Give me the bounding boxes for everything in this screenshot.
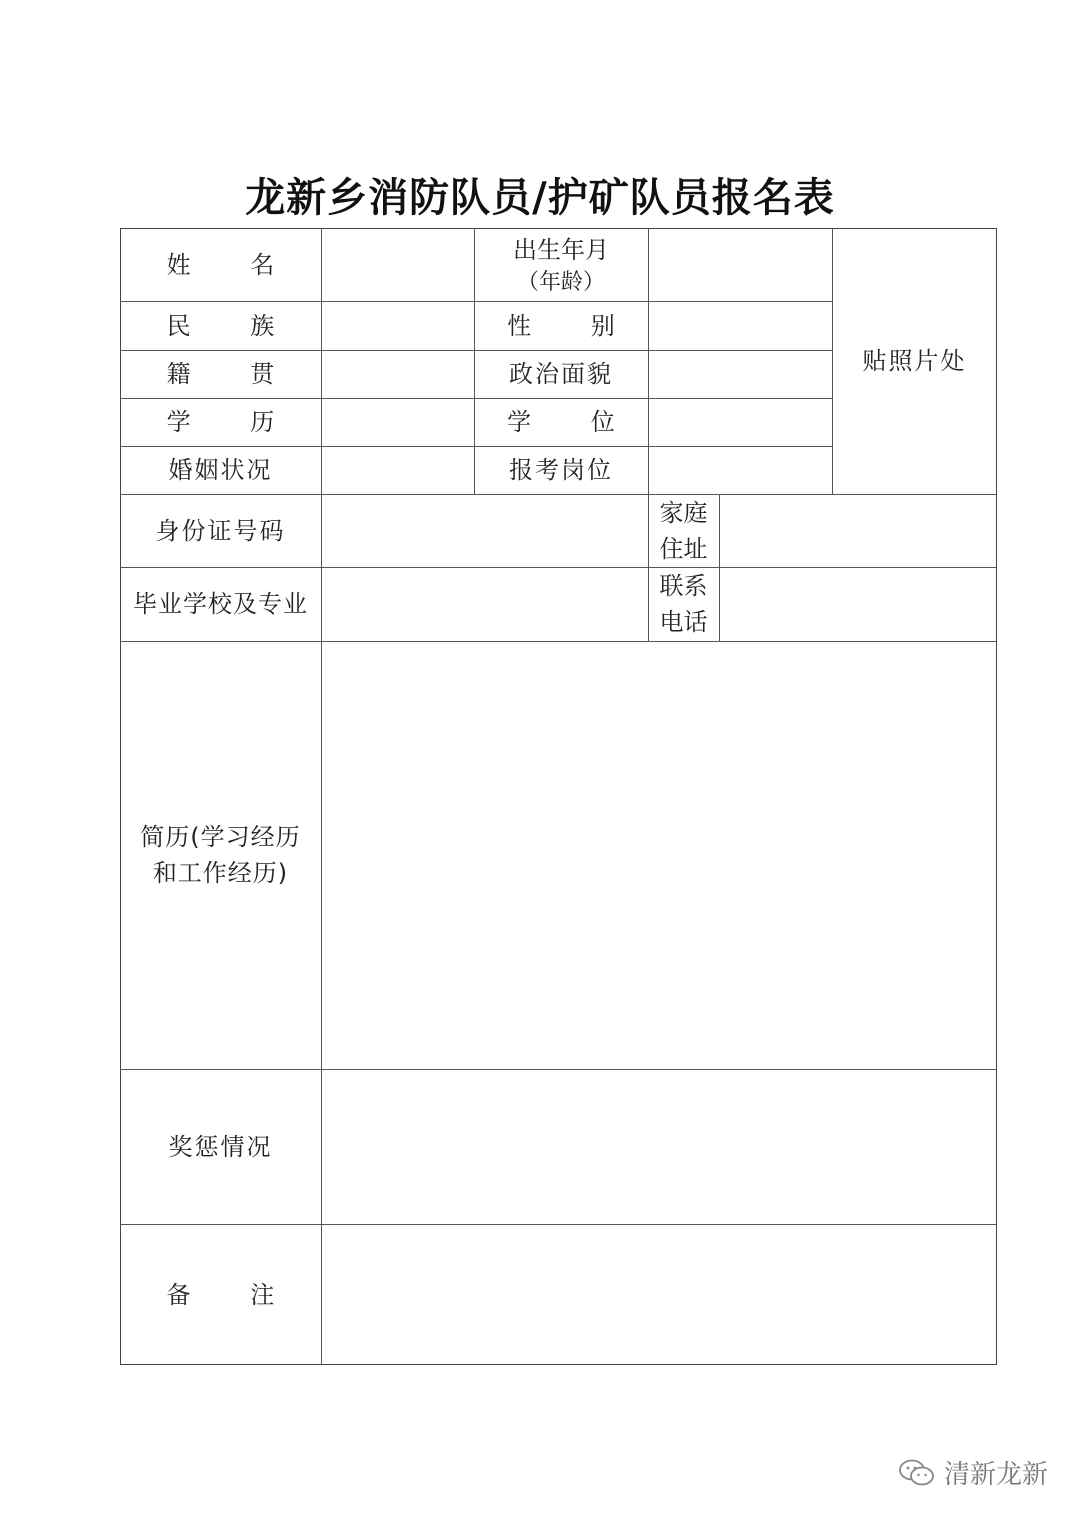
- name-field[interactable]: [321, 228, 474, 301]
- ethnicity-field[interactable]: [321, 301, 474, 350]
- marital-status-field[interactable]: [321, 446, 474, 494]
- label-home-address: [648, 494, 719, 567]
- label-birth-line1: 出生年月: [513, 235, 609, 264]
- label-gender: 性 别: [507, 311, 641, 340]
- label-ethnicity: 民 族: [166, 311, 301, 340]
- degree-field[interactable]: [648, 398, 832, 446]
- label-native-place: 籍 贯: [166, 360, 301, 388]
- watermark: [898, 1454, 1048, 1491]
- label-phone: [648, 567, 719, 641]
- label-home-line2: 住址: [659, 534, 708, 563]
- remarks-field[interactable]: [321, 1224, 997, 1365]
- photo-area[interactable]: 贴照片处: [862, 347, 967, 375]
- phone-field[interactable]: [719, 567, 997, 641]
- label-birth-line2: （年龄）: [516, 269, 605, 295]
- label-education: 学 历: [166, 408, 301, 436]
- label-rewards: 奖惩情况: [168, 1132, 273, 1161]
- page-title: 龙新乡消防队员/护矿队员报名表: [245, 174, 835, 221]
- label-resume: [120, 641, 321, 1069]
- rewards-field[interactable]: [321, 1069, 997, 1224]
- birth-field[interactable]: [648, 228, 832, 301]
- watermark-text: 清新龙新: [943, 1460, 1048, 1490]
- id-number-field[interactable]: [321, 494, 648, 567]
- label-home-line1: 家庭: [659, 498, 708, 527]
- gender-field[interactable]: [648, 301, 832, 350]
- label-degree: 学 位: [507, 408, 641, 436]
- label-name: 姓 名: [166, 250, 301, 279]
- label-remarks: 备 注: [166, 1280, 301, 1309]
- home-address-field[interactable]: [719, 494, 997, 567]
- label-id-number: 身份证号码: [155, 516, 286, 545]
- label-birth: [474, 228, 648, 301]
- label-resume-line1: 简历(学习经历: [140, 823, 301, 851]
- label-phone-line1: 联系: [659, 572, 708, 600]
- resume-field[interactable]: [321, 641, 997, 1069]
- label-resume-line2: 和工作经历): [152, 859, 289, 887]
- label-phone-line2: 电话: [659, 608, 708, 636]
- label-school-major: 毕业学校及专业: [133, 590, 308, 618]
- education-field[interactable]: [321, 398, 474, 446]
- applied-position-field[interactable]: [648, 446, 832, 494]
- label-applied-position: 报考岗位: [509, 456, 613, 484]
- label-political-status: 政治面貌: [509, 360, 613, 388]
- native-place-field[interactable]: [321, 350, 474, 398]
- wechat-icon: [898, 1458, 936, 1488]
- political-status-field[interactable]: [648, 350, 832, 398]
- label-marital-status: 婚姻状况: [168, 456, 273, 484]
- school-major-field[interactable]: [321, 567, 648, 641]
